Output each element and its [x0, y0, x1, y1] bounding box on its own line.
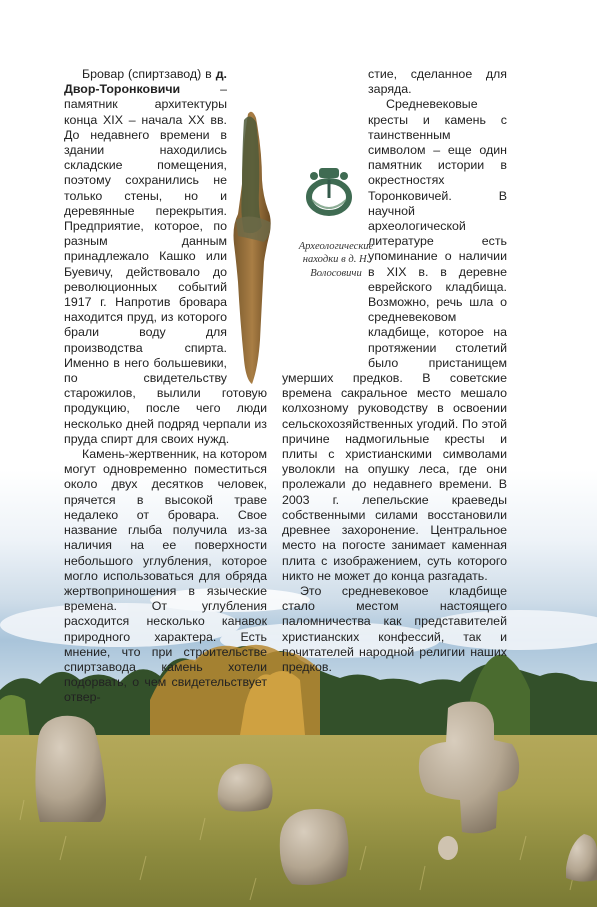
article-left-column	[64, 67, 267, 706]
paragraph-continuation: стие, сделанное для заряда.	[368, 67, 507, 97]
paragraph-pilgrimage: Это средневековое кладбище стало местом настоящего паломничества как представителей христианских конфессий, так и почитателей народной религии наших предков.	[282, 583, 507, 674]
article-right-column	[282, 67, 507, 675]
artifact-caption: Археологические находки в д. Н. Волосовичи	[298, 241, 374, 279]
stone-foreground	[280, 809, 349, 885]
paragraph-sacrificial-stone: Камень-жертвенник, на котором могут одновременно поместиться около двух десятков человек, прячется в высокой траве недалеко от бровара. Свое название глыба получила из-за наличия на ее поверхности небольшого углубления, которое могло использоваться для обряда жертвоприношения в языческие времена. От углубления расходится несколько канавок природного характера. Есть мнение, что при строительстве спиртзавода камень хотели подорвать, о чем свидетельствует отвер-	[64, 447, 267, 705]
paragraph-medieval-crosses: Средневековые кресты и камень с таинственным символом – еще один памятник истории в окрестностях Торонковичей. В научной археологической литературе есть упоминание о наличии в XIX в. в деревне еврейского кладбища. Возможно, речь шла о средневековом кладбище, которое на протяжении столетий было пристанищем умерших предков. В советские времена сакральное место мешало колхозному руководству в освоении сельскохозяйственных угодий. По этой причине надмогильные кресты и плиты с христианскими символами уволокли на опушку леса, где они пролежали до недавнего времени. В 2003 г. лепельские краеведы собственными силами восстановили древнее захоронение. Центральное место на погосте занимает каменная плита с изображением, суть которого никто не может до конца разгадать.	[282, 97, 507, 583]
knife-text-wrap	[231, 102, 267, 378]
paragraph-browar: Бровар (спиртзавод) в д. Двор-Торонковичи – памятник архитектуры конца XIX – начала XX вв. До недавнего времени в здании находились складские помещения, поэтому сохранились не только стены, но и деревянные перекрытия. Предприятие, которое, по разным данным принадлежало Кашко или Буевичу, действовало до революционных событий 1917 г. Напротив бровара находится пруд, из которого брали воду для производства спирта. Именно в него большевики, по свидетельству старожилов, вылили готовую продукцию, после чего люди несколько дней подряд черпали из пруда спирт для своих нужд.	[64, 67, 267, 446]
small-stone-mid	[438, 836, 458, 860]
village-name: д. Двор-Торонковичи	[64, 67, 227, 97]
